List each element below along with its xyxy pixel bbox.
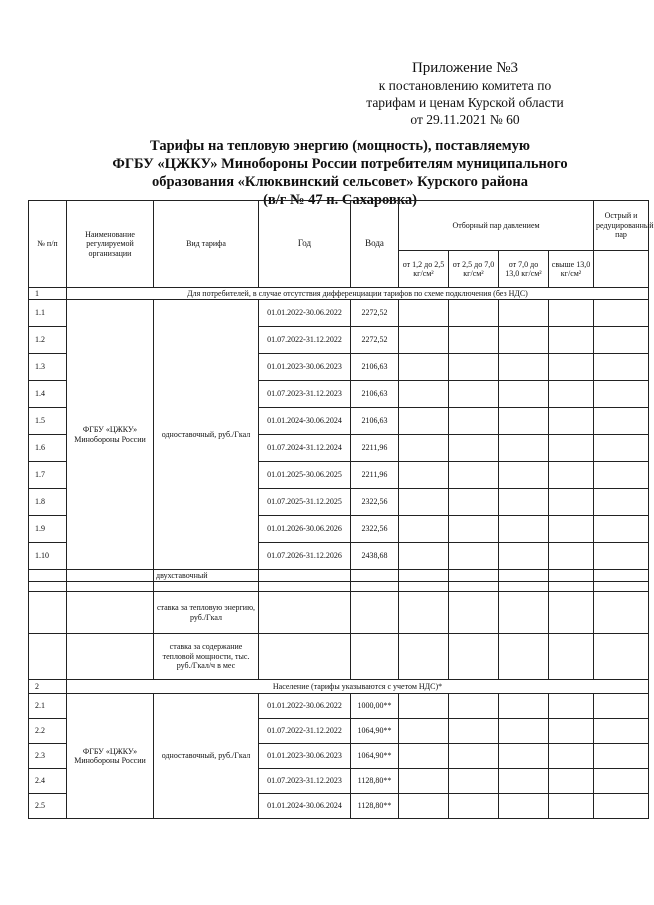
header-row	[29, 201, 649, 251]
two-part-row	[29, 582, 649, 592]
header-year: Год	[259, 201, 351, 288]
row-empty-cell	[399, 794, 449, 819]
water-value: 2211,96	[351, 435, 399, 462]
section2-heading-row	[29, 680, 649, 694]
row-empty-cell	[499, 719, 549, 744]
row-number-empty	[29, 582, 67, 592]
row-empty-cell	[594, 381, 649, 408]
row-empty-cell	[549, 489, 594, 516]
period-cell: 01.01.2023-30.06.2023	[259, 354, 351, 381]
row-number: 2.2	[29, 719, 67, 744]
section2-number: 2	[29, 680, 67, 694]
row-empty-cell	[594, 327, 649, 354]
row-empty-cell	[549, 744, 594, 769]
row-empty-cell	[594, 794, 649, 819]
two-part-empty-cell	[259, 570, 351, 582]
row-empty-cell	[499, 327, 549, 354]
table-body	[29, 201, 654, 819]
row-number: 1.5	[29, 408, 67, 435]
section1-number: 1	[29, 288, 67, 300]
period-cell: 01.07.2023-31.12.2023	[259, 769, 351, 794]
water-value: 2322,56	[351, 516, 399, 543]
org-empty	[67, 592, 154, 634]
period-cell: 01.07.2026-31.12.2026	[259, 543, 351, 570]
row-empty-cell	[594, 462, 649, 489]
tariff-table	[28, 200, 654, 819]
rate-energy-label: ставка за тепловую энергию, руб./Гкал	[154, 592, 259, 634]
water-value: 2106,63	[351, 408, 399, 435]
header-sharp-empty	[594, 251, 649, 288]
two-part-empty-cell	[399, 592, 449, 634]
two-part-empty-cell	[549, 570, 594, 582]
tariff-type: одноставочный, руб./Гкал	[154, 694, 259, 819]
row-number: 2.3	[29, 744, 67, 769]
two-part-row	[29, 570, 649, 582]
two-part-empty-cell	[499, 634, 549, 680]
period-cell: 01.01.2022-30.06.2022	[259, 694, 351, 719]
row-number: 1.4	[29, 381, 67, 408]
two-part-empty-cell	[259, 592, 351, 634]
row-empty-cell	[549, 381, 594, 408]
row-empty-cell	[399, 327, 449, 354]
row-empty-cell	[499, 381, 549, 408]
header-tariff-type: Вид тарифа	[154, 201, 259, 288]
header-water: Вода	[351, 201, 399, 288]
row-number-empty	[29, 634, 67, 680]
two-part-empty-cell	[499, 582, 549, 592]
section1-title: Для потребителей, в случае отсутствия дифференциации тарифов по схеме подключения (без НДС)	[67, 288, 649, 300]
appendix-ref-line: к постановлению комитета по	[378, 78, 552, 93]
row-empty-cell	[594, 354, 649, 381]
period-cell: 01.07.2025-31.12.2025	[259, 489, 351, 516]
table-row	[29, 694, 649, 719]
org-empty	[67, 570, 154, 582]
row-empty-cell	[399, 694, 449, 719]
water-value: 2438,68	[351, 543, 399, 570]
row-empty-cell	[449, 354, 499, 381]
row-empty-cell	[549, 694, 594, 719]
two-part-empty-cell	[594, 582, 649, 592]
row-empty-cell	[449, 543, 499, 570]
period-cell: 01.07.2022-31.12.2022	[259, 327, 351, 354]
row-empty-cell	[399, 381, 449, 408]
water-value: 2272,52	[351, 300, 399, 327]
period-cell: 01.01.2026-30.06.2026	[259, 516, 351, 543]
row-empty-cell	[449, 300, 499, 327]
row-empty-cell	[499, 435, 549, 462]
two-part-row	[29, 592, 649, 634]
water-value: 1128,80**	[351, 769, 399, 794]
row-empty-cell	[499, 462, 549, 489]
row-empty-cell	[549, 516, 594, 543]
org-name: ФГБУ «ЦЖКУ» Минобороны России	[67, 694, 154, 819]
row-empty-cell	[549, 408, 594, 435]
two-part-empty-cell	[399, 634, 449, 680]
period-cell: 01.07.2023-31.12.2023	[259, 381, 351, 408]
row-empty-cell	[449, 794, 499, 819]
row-empty-cell	[499, 354, 549, 381]
row-empty-cell	[499, 516, 549, 543]
two-part-empty-cell	[351, 582, 399, 592]
period-cell: 01.01.2022-30.06.2022	[259, 300, 351, 327]
row-empty-cell	[499, 543, 549, 570]
row-number: 2.5	[29, 794, 67, 819]
row-empty-cell	[594, 744, 649, 769]
row-empty-cell	[449, 327, 499, 354]
row-empty-cell	[399, 719, 449, 744]
row-empty-cell	[549, 435, 594, 462]
tariff-type: одноставочный, руб./Гкал	[154, 300, 259, 570]
row-empty-cell	[399, 489, 449, 516]
row-empty-cell	[399, 408, 449, 435]
two-part-empty-cell	[549, 592, 594, 634]
row-empty-cell	[399, 744, 449, 769]
header-org: Наименование регулируемой организации	[67, 201, 154, 288]
two-part-empty-cell	[449, 592, 499, 634]
header-no: № п/п	[29, 201, 67, 288]
header-pressure-2: от 2,5 до 7,0 кг/см²	[449, 251, 499, 288]
period-cell: 01.07.2022-31.12.2022	[259, 719, 351, 744]
row-empty-cell	[449, 694, 499, 719]
two-part-empty-cell	[594, 592, 649, 634]
row-empty-cell	[449, 408, 499, 435]
water-value: 1000,00**	[351, 694, 399, 719]
two-part-empty-cell	[594, 634, 649, 680]
section1-heading-row	[29, 288, 649, 300]
title-line-2: ФГБУ «ЦЖКУ» Минобороны России потребителям муниципального	[112, 156, 568, 172]
row-empty-cell	[449, 769, 499, 794]
period-cell: 01.01.2024-30.06.2024	[259, 408, 351, 435]
two-part-empty-cell	[449, 634, 499, 680]
row-empty-cell	[549, 462, 594, 489]
row-empty-cell	[399, 435, 449, 462]
title-line-1: Тарифы на тепловую энергию (мощность), поставляемую	[150, 138, 530, 154]
row-empty-cell	[594, 435, 649, 462]
header-pressure-1: от 1,2 до 2,5 кг/см²	[399, 251, 449, 288]
appendix-committee: тарифам и ценам Курской области	[366, 95, 564, 110]
row-empty-cell	[399, 462, 449, 489]
row-empty-cell	[549, 354, 594, 381]
row-number: 2.1	[29, 694, 67, 719]
row-empty-cell	[399, 769, 449, 794]
header-steam: Отборный пар давлением	[399, 201, 594, 251]
two-part-empty-cell	[351, 570, 399, 582]
row-number: 1.2	[29, 327, 67, 354]
row-empty-cell	[449, 516, 499, 543]
water-value: 2272,52	[351, 327, 399, 354]
row-empty-cell	[594, 694, 649, 719]
header-pressure-3: от 7,0 до 13,0 кг/см²	[499, 251, 549, 288]
row-empty-cell	[549, 719, 594, 744]
row-number-empty	[29, 570, 67, 582]
org-name: ФГБУ «ЦЖКУ» Минобороны России	[67, 300, 154, 570]
row-empty-cell	[549, 543, 594, 570]
water-value: 2106,63	[351, 381, 399, 408]
section2-title: Население (тарифы указываются с учетом НДС)*	[67, 680, 649, 694]
two-part-empty-cell	[259, 582, 351, 592]
two-part-gap	[154, 582, 259, 592]
row-number: 1.3	[29, 354, 67, 381]
period-cell: 01.01.2025-30.06.2025	[259, 462, 351, 489]
title-line-3: образования «Клюквинский сельсовет» Курского района	[151, 174, 529, 190]
row-empty-cell	[549, 300, 594, 327]
row-empty-cell	[594, 300, 649, 327]
org-empty	[67, 634, 154, 680]
row-empty-cell	[399, 516, 449, 543]
two-part-empty-cell	[594, 570, 649, 582]
two-part-empty-cell	[449, 582, 499, 592]
row-number: 1.1	[29, 300, 67, 327]
row-number: 1.10	[29, 543, 67, 570]
row-empty-cell	[594, 719, 649, 744]
header-pressure-4: свыше 13,0 кг/см²	[549, 251, 594, 288]
row-number: 2.4	[29, 769, 67, 794]
two-part-empty-cell	[399, 582, 449, 592]
row-empty-cell	[399, 300, 449, 327]
row-empty-cell	[594, 769, 649, 794]
row-empty-cell	[594, 516, 649, 543]
row-empty-cell	[449, 462, 499, 489]
row-empty-cell	[449, 744, 499, 769]
two-part-empty-cell	[499, 592, 549, 634]
row-empty-cell	[499, 489, 549, 516]
row-empty-cell	[499, 744, 549, 769]
document-title	[70, 137, 610, 209]
appendix-date: от 29.11.2021 № 60	[410, 112, 520, 127]
two-part-empty-cell	[351, 634, 399, 680]
row-empty-cell	[399, 354, 449, 381]
row-empty-cell	[499, 769, 549, 794]
period-cell: 01.07.2024-31.12.2024	[259, 435, 351, 462]
row-empty-cell	[549, 327, 594, 354]
rate-power-label: ставка за содержание тепловой мощности, тыс. руб./Гкал/ч в мес	[154, 634, 259, 680]
water-value: 1064,90**	[351, 719, 399, 744]
two-part-label: двухставочный	[154, 570, 259, 582]
two-part-row	[29, 634, 649, 680]
two-part-empty-cell	[259, 634, 351, 680]
row-empty-cell	[449, 719, 499, 744]
row-empty-cell	[594, 489, 649, 516]
two-part-empty-cell	[549, 634, 594, 680]
row-empty-cell	[449, 381, 499, 408]
row-empty-cell	[499, 300, 549, 327]
row-empty-cell	[499, 408, 549, 435]
water-value: 2106,63	[351, 354, 399, 381]
table-row	[29, 300, 649, 327]
row-empty-cell	[499, 794, 549, 819]
row-empty-cell	[449, 435, 499, 462]
period-cell: 01.01.2023-30.06.2023	[259, 744, 351, 769]
appendix-header	[340, 60, 590, 128]
header-sharp-steam: Острый и редуцированный пар	[594, 201, 649, 251]
row-empty-cell	[399, 543, 449, 570]
row-number: 1.6	[29, 435, 67, 462]
org-empty	[67, 582, 154, 592]
row-number: 1.8	[29, 489, 67, 516]
water-value: 2322,56	[351, 489, 399, 516]
row-empty-cell	[594, 408, 649, 435]
row-empty-cell	[549, 794, 594, 819]
two-part-empty-cell	[351, 592, 399, 634]
water-value: 2211,96	[351, 462, 399, 489]
row-empty-cell	[449, 489, 499, 516]
row-empty-cell	[499, 694, 549, 719]
title-line-4: (в/г № 47 п. Сахаровка)	[263, 192, 417, 208]
water-value: 1128,80**	[351, 794, 399, 819]
two-part-empty-cell	[499, 570, 549, 582]
two-part-empty-cell	[549, 582, 594, 592]
appendix-number: Приложение №3	[411, 60, 519, 76]
two-part-empty-cell	[399, 570, 449, 582]
row-empty-cell	[594, 543, 649, 570]
two-part-empty-cell	[449, 570, 499, 582]
water-value: 1064,90**	[351, 744, 399, 769]
period-cell: 01.01.2024-30.06.2024	[259, 794, 351, 819]
row-number-empty	[29, 592, 67, 634]
row-number: 1.7	[29, 462, 67, 489]
row-number: 1.9	[29, 516, 67, 543]
row-empty-cell	[549, 769, 594, 794]
